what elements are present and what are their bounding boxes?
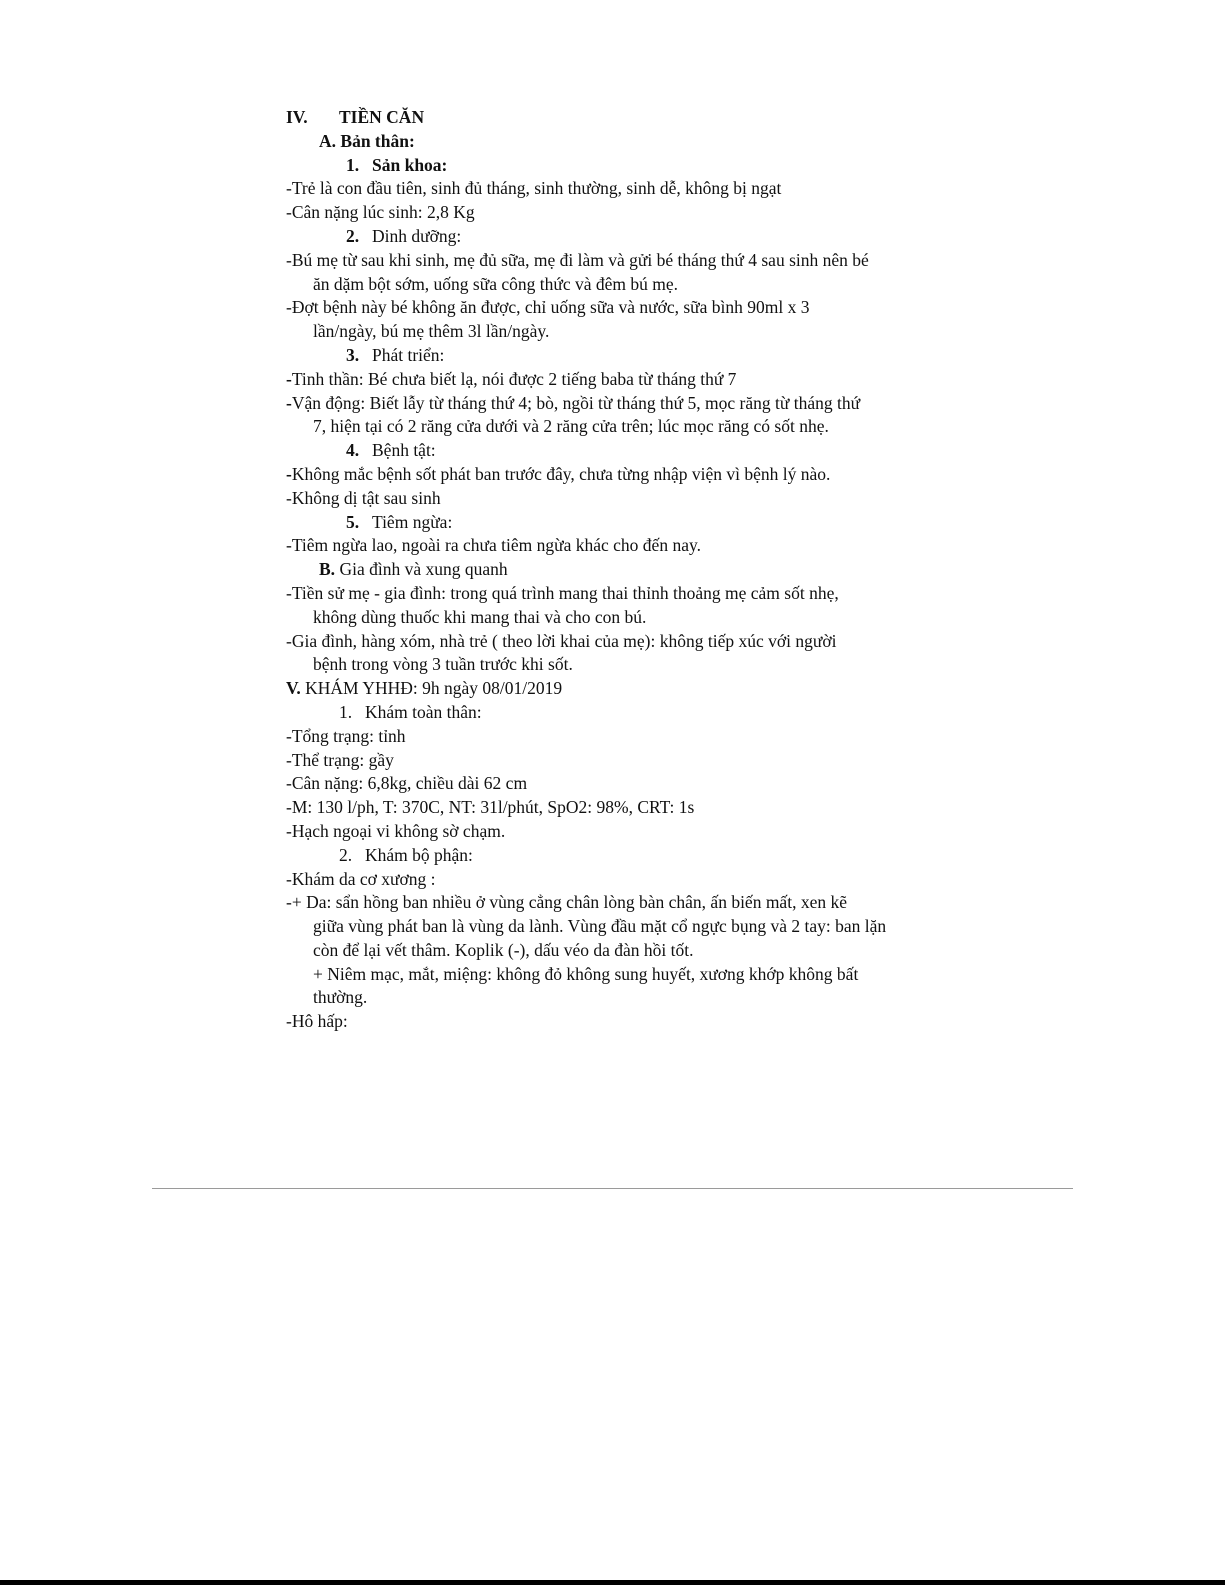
obstetric-heading (286, 154, 966, 178)
item-title: Phát triển: (372, 344, 445, 365)
item-title: Khám bộ phận: (365, 844, 473, 865)
line-text: Vận động: Biết lẫy từ tháng thứ 4; bò, ngồi từ tháng thứ 5, mọc răng từ tháng thứ (291, 392, 861, 413)
line-text: Không mắc bệnh sốt phát ban trước đây, chưa từng nhập viện vì bệnh lý nào. (291, 463, 831, 484)
family-line: không dùng thuốc khi mang thai và cho con bú. (313, 606, 647, 627)
line-text: Tinh thần: Bé chưa biết lạ, nói được 2 tiếng baba từ tháng thứ 7 (291, 368, 737, 389)
item-number: 4. (346, 440, 360, 461)
section-number: V. (286, 678, 301, 699)
item-number: 3. (346, 344, 360, 365)
general-exam-line: -Cân nặng: 6,8kg, chiều dài 62 cm (286, 773, 528, 794)
item-title: Tiêm ngừa: (372, 511, 453, 532)
section-title: KHÁM YHHĐ: 9h ngày 08/01/2019 (305, 678, 563, 699)
development-line (286, 368, 966, 392)
development-heading (286, 344, 966, 368)
vaccination-line: -Tiêm ngừa lao, ngoài ra chưa tiêm ngừa khác cho đến nay. (286, 535, 701, 556)
development-line (286, 392, 966, 416)
item-number: 1. (346, 154, 360, 175)
item-number: 1. (339, 701, 353, 722)
vaccination-heading (286, 511, 966, 535)
section-title: TIỀN CĂN (339, 107, 425, 127)
general-exam-line: -Hạch ngoại vi không sờ chạm. (286, 820, 506, 841)
part-a-heading (286, 130, 966, 154)
section-v-heading (286, 677, 966, 701)
item-number: 5. (346, 511, 360, 532)
nutrition-line: -Bú mẹ từ sau khi sinh, mẹ đủ sữa, mẹ đi làm và gửi bé tháng thứ 4 sau sinh nên bé (286, 249, 869, 270)
part-b-heading (286, 558, 966, 582)
part-title: Gia đình và xung quanh (339, 559, 508, 580)
skin-exam-line: còn để lại vết thâm. Koplik (-), dấu véo da đàn hồi tốt. (313, 939, 694, 960)
nutrition-line: -Đợt bệnh này bé không ăn được, chỉ uống sữa và nước, sữa bình 90ml x 3 (286, 297, 810, 318)
part-title: Bản thân: (340, 130, 415, 151)
dash: - (286, 463, 292, 484)
illness-line: -Không dị tật sau sinh (286, 487, 441, 508)
document-body (286, 106, 966, 1034)
bottom-edge-bar (0, 1580, 1225, 1585)
illness-heading (286, 439, 966, 463)
item-title: Bệnh tật: (372, 440, 436, 461)
respiratory-exam-heading: -Hô hấp: (286, 1011, 348, 1032)
nutrition-line: ăn dặm bột sớm, uống sữa công thức và đêm bú mẹ. (313, 273, 679, 294)
development-line: 7, hiện tại có 2 răng cửa dưới và 2 răng cửa trên; lúc mọc răng có sốt nhẹ. (313, 416, 829, 437)
dash: - (286, 368, 292, 389)
item-number: 2. (339, 844, 353, 865)
obstetric-line: -Trẻ là con đầu tiên, sinh đủ tháng, sinh thường, sinh dễ, không bị ngạt (286, 178, 782, 199)
general-exam-heading (286, 701, 966, 725)
part-exam-heading (286, 844, 966, 868)
nutrition-line: lần/ngày, bú mẹ thêm 3l lần/ngày. (313, 321, 550, 342)
part-letter: A. (319, 130, 337, 151)
section-iv-heading (286, 106, 966, 130)
page-separator (152, 1188, 1073, 1189)
dash: - (286, 392, 292, 413)
item-title: Dinh dưỡng: (372, 225, 462, 246)
skin-exam-line: -+ Da: sẩn hồng ban nhiều ở vùng cẳng chân lòng bàn chân, ấn biến mất, xen kẽ (286, 892, 847, 913)
general-exam-line: -M: 130 l/ph, T: 370C, NT: 31l/phút, SpO2: 98%, CRT: 1s (286, 797, 695, 818)
mucosa-exam-line: thường. (313, 987, 368, 1008)
part-letter: B. (319, 559, 336, 580)
illness-line (286, 463, 966, 487)
family-line: bệnh trong vòng 3 tuần trước khi sốt. (313, 654, 573, 675)
item-title: Khám toàn thân: (365, 701, 482, 722)
general-exam-line: -Tổng trạng: tỉnh (286, 725, 406, 746)
section-number: IV. (286, 107, 308, 127)
family-line: -Gia đình, hàng xóm, nhà trẻ ( theo lời khai của mẹ): không tiếp xúc với người (286, 630, 837, 651)
skin-exam-line: giữa vùng phát ban là vùng da lành. Vùng đầu mặt cổ ngực bụng và 2 tay: ban lặn (313, 916, 887, 937)
family-line: -Tiền sử mẹ - gia đình: trong quá trình mang thai thỉnh thoảng mẹ cảm sốt nhẹ, (286, 582, 839, 603)
mucosa-exam-line: + Niêm mạc, mắt, miệng: không đỏ không sung huyết, xương khớp không bất (313, 963, 859, 984)
item-title: Sản khoa: (372, 154, 448, 175)
obstetric-line: -Cân nặng lúc sinh: 2,8 Kg (286, 202, 475, 223)
nutrition-heading (286, 225, 966, 249)
skin-exam-heading: -Khám da cơ xương : (286, 868, 436, 889)
item-number: 2. (346, 225, 360, 246)
general-exam-line: -Thể trạng: gầy (286, 749, 394, 770)
